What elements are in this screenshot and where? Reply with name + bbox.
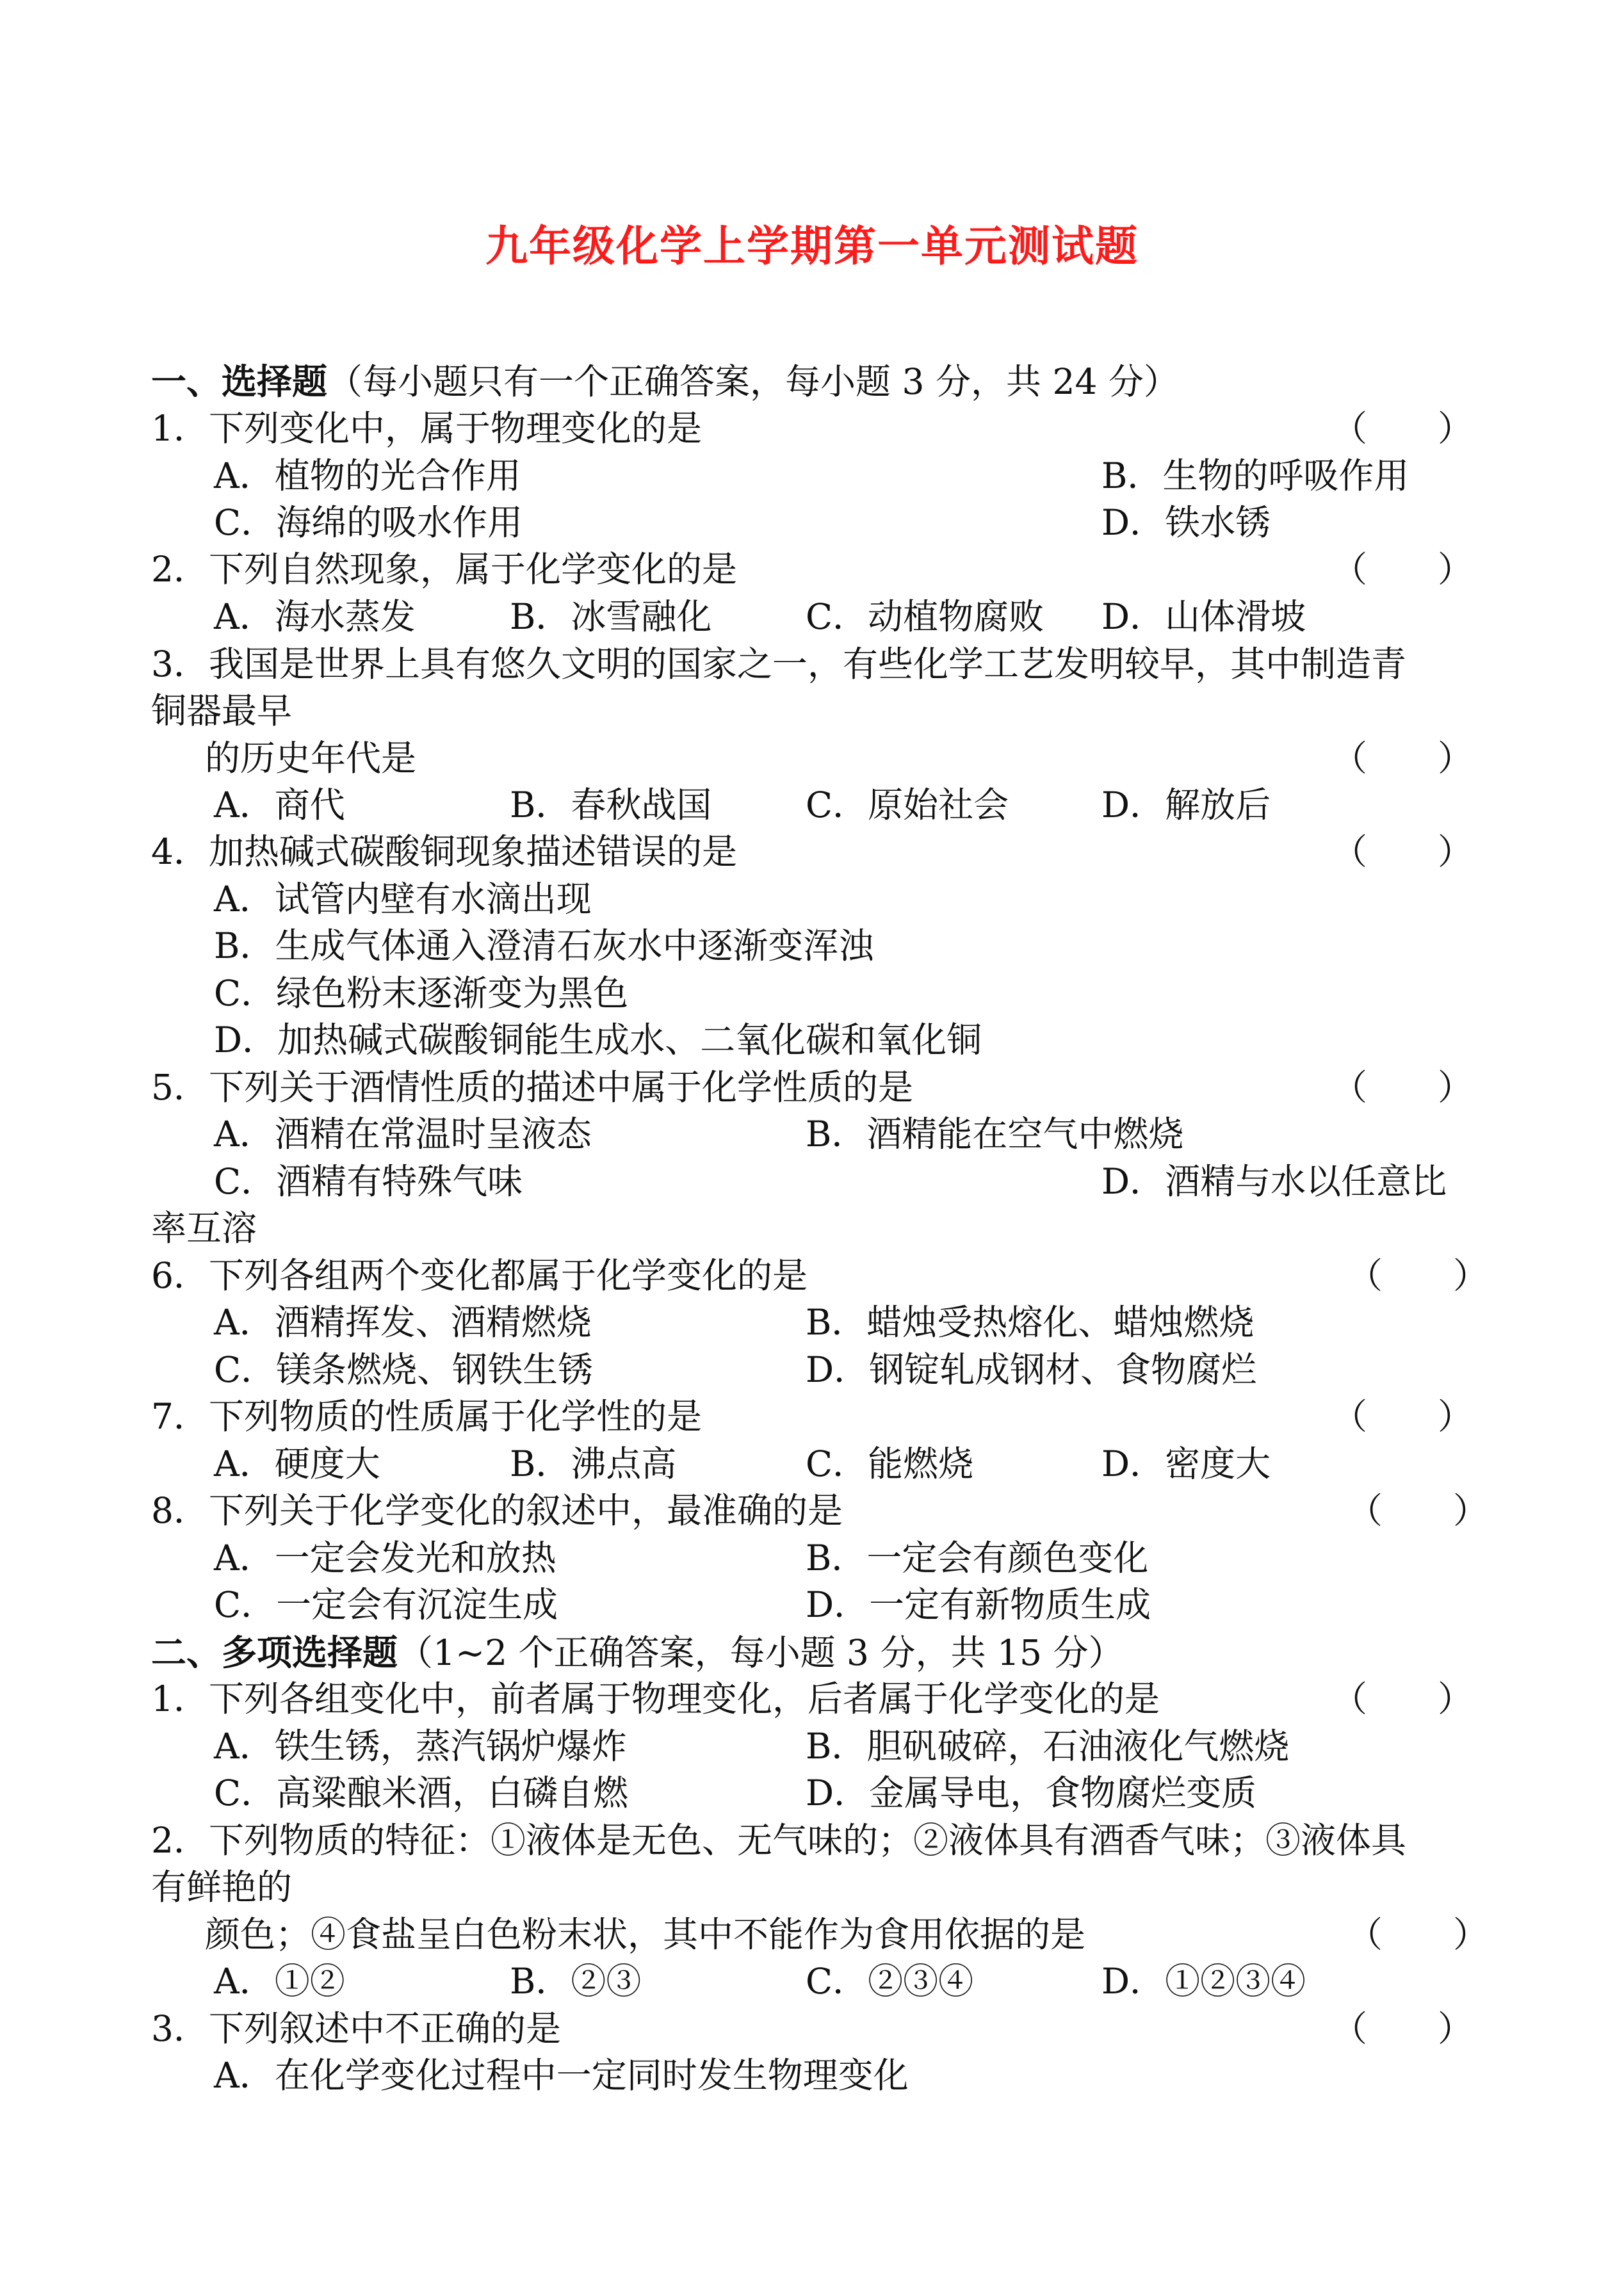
question-stem-continued: 颜色；④食盐呈白色粉末状，其中不能作为食用依据的是 bbox=[205, 1914, 1086, 1955]
option-d: D．解放后 bbox=[1101, 784, 1271, 825]
option-a: A．商代 bbox=[214, 784, 345, 825]
option-d: D．①②③④ bbox=[1101, 1961, 1306, 2002]
answer-bracket: （ ） bbox=[1332, 1067, 1474, 1108]
option-b: B．沸点高 bbox=[510, 1443, 677, 1484]
option-d: D．铁水锈 bbox=[1101, 502, 1271, 543]
question-stem: 7．下列物质的性质属于化学性的是 bbox=[151, 1396, 702, 1437]
answer-bracket: （ ） bbox=[1332, 831, 1474, 872]
question-stem: 2．下列自然现象，属于化学变化的是 bbox=[151, 549, 737, 590]
answer-bracket: （ ） bbox=[1347, 1255, 1489, 1296]
option-c: C．高粱酿米酒，白磷自燃 bbox=[214, 1772, 629, 1813]
option-c: C．海绵的吸水作用 bbox=[214, 502, 523, 543]
option-c: C．能燃烧 bbox=[806, 1443, 974, 1484]
option-d: D．酒精与水以任意比 bbox=[1101, 1161, 1447, 1202]
question-stem: 1．下列变化中，属于物理变化的是 bbox=[151, 408, 702, 449]
option-c: C．②③④ bbox=[806, 1961, 974, 2002]
question-stem-continued: 铜器最早 bbox=[151, 690, 293, 731]
question-stem: 4．加热碱式碳酸铜现象描述错误的是 bbox=[151, 831, 737, 872]
question-stem: 8．下列关于化学变化的叙述中，最准确的是 bbox=[151, 1490, 843, 1531]
page-title: 九年级化学上学期第一单元测试题 bbox=[485, 222, 1139, 271]
option-b: B．胆矾破碎，石油液化气燃烧 bbox=[806, 1726, 1290, 1767]
section-2-note: （1~2 个正确答案，每小题 3 分，共 15 分） bbox=[398, 1632, 1124, 1673]
option-b: B．一定会有颜色变化 bbox=[806, 1537, 1149, 1578]
option-b: B．酒精能在空气中燃烧 bbox=[806, 1114, 1184, 1155]
option-a: A．硬度大 bbox=[214, 1443, 380, 1484]
option-a: A．在化学变化过程中一定同时发生物理变化 bbox=[214, 2055, 909, 2096]
question-stem: 3．我国是世界上具有悠久文明的国家之一，有些化学工艺发明较早，其中制造青 bbox=[151, 644, 1406, 685]
option-b: B．蜡烛受热熔化、蜡烛燃烧 bbox=[806, 1302, 1255, 1343]
option-b: B．春秋战国 bbox=[510, 784, 712, 825]
answer-bracket: （ ） bbox=[1332, 738, 1474, 779]
option-a: A．海水蒸发 bbox=[214, 596, 416, 637]
option-c: C．一定会有沉淀生成 bbox=[214, 1584, 558, 1625]
option-d: D．一定有新物质生成 bbox=[806, 1584, 1151, 1625]
option-c: C．动植物腐败 bbox=[806, 596, 1044, 637]
option-a: A．试管内壁有水滴出现 bbox=[214, 879, 592, 920]
option-a: A．酒精挥发、酒精燃烧 bbox=[214, 1302, 592, 1343]
option-d: D．密度大 bbox=[1101, 1443, 1271, 1484]
question-stem: 1．下列各组变化中，前者属于物理变化，后者属于化学变化的是 bbox=[151, 1678, 1160, 1719]
option-c: C．镁条燃烧、钢铁生锈 bbox=[214, 1349, 594, 1390]
option-d: D．金属导电，食物腐烂变质 bbox=[806, 1772, 1257, 1813]
option-a: A．一定会发光和放热 bbox=[214, 1537, 556, 1578]
question-stem: 5．下列关于酒情性质的描述中属于化学性质的是 bbox=[151, 1067, 913, 1108]
section-1-header bbox=[151, 361, 1179, 402]
question-stem-continued: 的历史年代是 bbox=[205, 738, 417, 779]
answer-bracket: （ ） bbox=[1332, 1396, 1474, 1437]
option-a: A．铁生锈，蒸汽锅炉爆炸 bbox=[214, 1726, 627, 1767]
answer-bracket: （ ） bbox=[1332, 549, 1474, 590]
section-2-header bbox=[151, 1632, 1124, 1673]
question-stem: 3．下列叙述中不正确的是 bbox=[151, 2008, 561, 2049]
section-1-heading: 一、选择题 bbox=[151, 361, 328, 402]
option-d: D．山体滑坡 bbox=[1101, 596, 1306, 637]
option-b: B．生成气体通入澄清石灰水中逐渐变浑浊 bbox=[214, 925, 874, 966]
question-stem-continued: 有鲜艳的 bbox=[151, 1867, 293, 1908]
answer-bracket: （ ） bbox=[1347, 1914, 1489, 1955]
answer-bracket: （ ） bbox=[1347, 1490, 1489, 1531]
option-d: D．钢锭轧成钢材、食物腐烂 bbox=[806, 1349, 1257, 1390]
answer-bracket: （ ） bbox=[1332, 2008, 1474, 2049]
answer-bracket: （ ） bbox=[1332, 408, 1474, 449]
option-b: B．冰雪融化 bbox=[510, 596, 712, 637]
option-a: A．植物的光合作用 bbox=[214, 455, 521, 496]
option-c: C．绿色粉末逐渐变为黑色 bbox=[214, 973, 629, 1014]
section-1-note: （每小题只有一个正确答案，每小题 3 分，共 24 分） bbox=[327, 361, 1179, 402]
option-c: C．原始社会 bbox=[806, 784, 1009, 825]
option-continued: 率互溶 bbox=[151, 1208, 257, 1249]
option-b: B．生物的呼吸作用 bbox=[1101, 455, 1409, 496]
option-c: C．酒精有特殊气味 bbox=[214, 1161, 523, 1202]
section-2-heading: 二、多项选择题 bbox=[151, 1632, 398, 1673]
question-stem: 6．下列各组两个变化都属于化学变化的是 bbox=[151, 1255, 808, 1296]
option-b: B．②③ bbox=[510, 1961, 642, 2002]
option-a: A．①② bbox=[214, 1961, 345, 2002]
question-stem: 2．下列物质的特征：①液体是无色、无气味的；②液体具有酒香气味；③液体具 bbox=[151, 1820, 1406, 1861]
option-d: D．加热碱式碳酸铜能生成水、二氧化碳和氧化铜 bbox=[214, 1019, 982, 1060]
answer-bracket: （ ） bbox=[1332, 1678, 1474, 1719]
option-a: A．酒精在常温时呈液态 bbox=[214, 1114, 592, 1155]
